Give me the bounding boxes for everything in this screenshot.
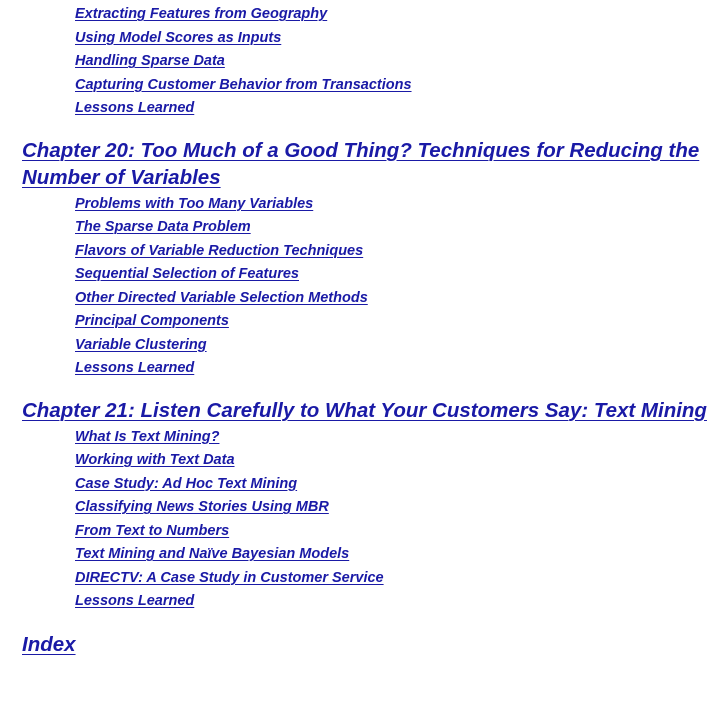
list-item <box>75 74 720 98</box>
toc-link-customer-behavior[interactable]: Capturing Customer Behavior from Transactions <box>75 76 412 93</box>
toc-link-lessons-learned-19[interactable]: Lessons Learned <box>75 100 195 116</box>
toc-link-directed-selection[interactable]: Other Directed Variable Selection Methods <box>75 289 368 306</box>
chapter-20-heading <box>0 137 720 191</box>
chapter-21-link[interactable]: Chapter 21: Listen Carefully to What Your Customers Say: Text Mining <box>22 398 707 422</box>
list-item <box>75 27 720 51</box>
toc-link-ad-hoc-text-mining[interactable]: Case Study: Ad Hoc Text Mining <box>75 475 298 492</box>
toc-link-model-scores[interactable]: Using Model Scores as Inputs <box>75 29 282 46</box>
index-heading <box>0 631 720 658</box>
chapter-20-link[interactable] <box>22 139 699 189</box>
chapter-20-title-line1: Chapter 20: Too Much of a Good Thing? Techniques for Reducing the <box>22 138 700 162</box>
list-item <box>75 97 720 121</box>
toc-link-what-is-text-mining[interactable]: What Is Text Mining? <box>75 428 220 445</box>
toc-link-classifying-news[interactable]: Classifying News Stories Using MBR <box>75 499 329 515</box>
toc-link-too-many-variables[interactable]: Problems with Too Many Variables <box>75 195 314 212</box>
list-item <box>75 50 720 74</box>
list-item <box>75 216 720 240</box>
toc-link-sequential-selection[interactable]: Sequential Selection of Features <box>75 266 299 282</box>
list-item <box>75 520 720 544</box>
chapter-21-heading <box>0 397 720 424</box>
list-item <box>75 193 720 217</box>
toc-link-variable-clustering[interactable]: Variable Clustering <box>75 336 207 353</box>
list-item <box>75 3 720 27</box>
list-item <box>75 473 720 497</box>
list-item <box>75 449 720 473</box>
chapter21-section-list <box>0 426 720 614</box>
index-link[interactable]: Index <box>22 632 76 656</box>
list-item <box>75 240 720 264</box>
toc-link-lessons-learned-21[interactable]: Lessons Learned <box>75 593 195 609</box>
toc-link-naive-bayesian[interactable]: Text Mining and Naïve Bayesian Models <box>75 546 350 562</box>
toc-link-extracting-features[interactable]: Extracting Features from Geography <box>75 6 328 22</box>
chapter-20-title-line2: Number of Variables <box>22 165 221 189</box>
toc-link-working-text-data[interactable]: Working with Text Data <box>75 452 235 468</box>
toc-link-lessons-learned-20[interactable]: Lessons Learned <box>75 360 195 376</box>
list-item <box>75 590 720 614</box>
toc-link-flavors-reduction[interactable]: Flavors of Variable Reduction Techniques <box>75 242 364 259</box>
list-item <box>75 426 720 450</box>
list-item <box>75 287 720 311</box>
toc-link-text-to-numbers[interactable]: From Text to Numbers <box>75 522 230 539</box>
toc-link-directv-case-study[interactable]: DIRECTV: A Case Study in Customer Service <box>75 569 384 586</box>
list-item <box>75 496 720 520</box>
list-item <box>75 310 720 334</box>
toc-link-principal-components[interactable]: Principal Components <box>75 313 229 329</box>
toc-link-sparse-data-problem[interactable]: The Sparse Data Problem <box>75 219 251 235</box>
list-item <box>75 263 720 287</box>
list-item <box>75 567 720 591</box>
list-item <box>75 357 720 381</box>
chapter20-section-list <box>0 193 720 381</box>
list-item <box>75 334 720 358</box>
chapter19-section-list <box>0 0 720 121</box>
toc-link-sparse-data[interactable]: Handling Sparse Data <box>75 53 225 69</box>
list-item <box>75 543 720 567</box>
